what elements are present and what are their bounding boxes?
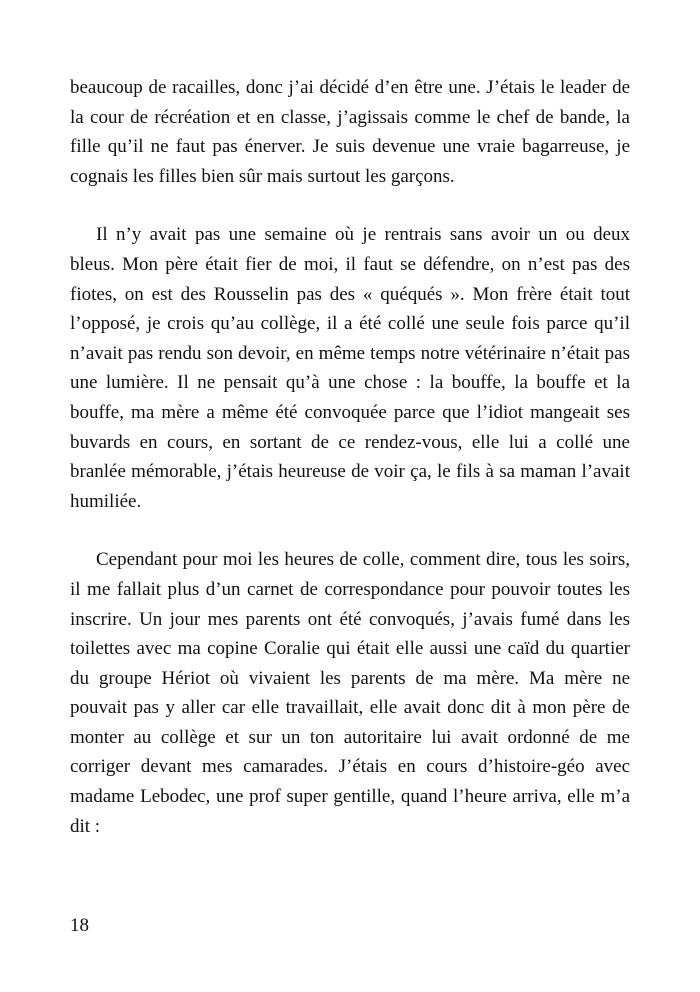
paragraph-2: Il n’y avait pas une semaine où je rentrais sans avoir un ou deux bleus. Mon père était fier de moi, il faut se défendre, on n’est pas des fiotes, on est des Rousselin pas des « quéqués ». Mon frère était tout l’opposé, je crois qu’au collège, il a été collé une seule fois parce qu’il n’avait pas rendu son devoir, en même temps notre vétérinaire n’était pas une lumière. Il ne pensait qu’à une chose : la bouffe, la bouffe et la bouffe, ma mère a même été convoquée parce que l’idiot mangeait ses buvards en cours, en sortant de ce rendez-vous, elle lui a collé une branlée mémorable, j’étais heureuse de voir ça, le fils à sa maman l’avait humiliée.	[70, 224, 630, 512]
body-text	[70, 73, 630, 870]
page-number: 18	[70, 915, 89, 936]
paragraph-3: Cependant pour moi les heures de colle, comment dire, tous les soirs, il me fallait plus d’un carnet de correspondance pour pouvoir toutes les inscrire. Un jour mes parents ont été convoqués, j’avais fumé dans les toilettes avec ma copine Coralie qui était elle aussi une caïd du quartier du groupe Hériot où vivaient les parents de ma mère. Ma mère ne pouvait pas y aller car elle travaillait, elle avait donc dit à mon père de monter au collège et sur un ton autoritaire lui avait ordonné de me corriger devant mes camarades. J’étais en cours d’histoire-géo avec madame Lebodec, une prof super gentille, quand l’heure arriva, elle m’a dit :	[70, 549, 630, 837]
paragraph-1: beaucoup de racailles, donc j’ai décidé d’en être une. J’étais le leader de la cour de récréation et en classe, j’agissais comme le chef de bande, la fille qu’il ne faut pas énerver. Je suis devenue une vraie bagarreuse, je cognais les filles bien sûr mais surtout les garçons.	[70, 77, 630, 187]
